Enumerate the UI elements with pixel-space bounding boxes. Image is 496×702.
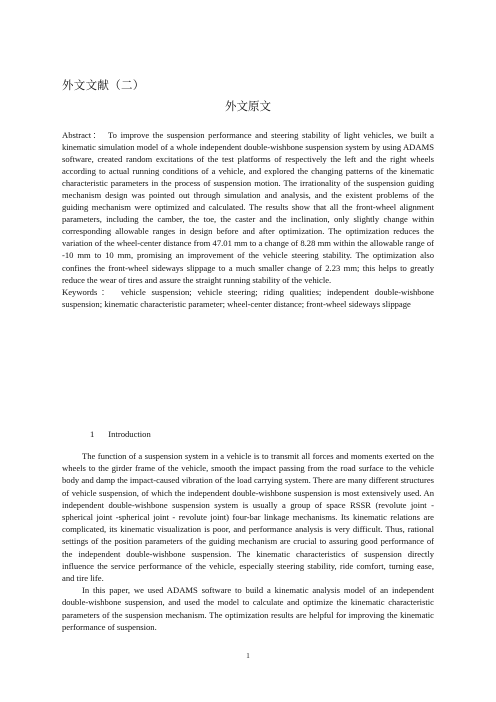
keywords-text: vehicle suspension; vehicle steering; riding qualities; independent double-wishbone suspension; kinematic characteristic parameter; wheel-center distance; front-wheel sideways slippage xyxy=(62,286,434,309)
keywords-line xyxy=(62,286,434,310)
abstract-label: Abstract： xyxy=(62,130,103,140)
abstract-block xyxy=(62,129,434,310)
document-title: 外文原文 xyxy=(225,101,271,113)
page-number: 1 xyxy=(246,652,250,660)
introduction-title: Introduction xyxy=(108,429,151,439)
section-heading: 外文文献（二） xyxy=(62,80,145,92)
introduction-number: 1 xyxy=(90,429,95,439)
paragraph: The function of a suspension system in a vehicle is to transmit all forces and moments exerted on the wheels to the girder frame of the vehicle, smooth the impact passing from the road surface to the vehicle body and damp the impact-caused vibration of the load carrying system. There are many different structures of vehicle suspension, of which the independent double-wishbone suspension is most extensively used. An independent double-wishbone suspension system is usually a group of space RSSR (revolute joint - spherical joint -spherical joint - revolute joint) four-bar linkage mechanisms. Its kinematic relations are complicated, its kinematic visualization is poor, and performance analysis is very difficult. Thus, rational settings of the position parameters of the guiding mechanism are crucial to assuring good performance of the independent double-wishbone suspension. The kinematic characteristics of suspension directly influence the service performance of the vehicle, especially steering stability, ride comfort, turning ease, and tire life. xyxy=(62,451,434,584)
paragraph: In this paper, we used ADAMS software to build a kinematic analysis model of an independent double-wishbone suspension, and used the model to calculate and optimize the kinematic characteristic parameters of the suspension mechanism. The optimization results are helpful for improving the kinematic performance of suspension. xyxy=(62,585,434,632)
introduction-heading xyxy=(90,429,151,439)
abstract-text: To improve the suspension performance and steering stability of light vehicles, we built a kinematic simulation model of a whole independent double-wishbone suspension system by using ADAMS software, created random excitations of the test platforms of respectively the left and the right wheels according to actual running conditions of a vehicle, and explored the changing patterns of the kinematic characteristic parameters in the process of suspension motion. The irrationality of the suspension guiding mechanism design was pointed out through simulation and analysis, and the existent problems of the guiding mechanism were optimized and calculated. The results show that all the front-wheel alignment parameters, including the camber, the toe, the caster and the inclination, only slightly change within corresponding allowable ranges in design before and after optimization. The optimization reduces the variation of the wheel-center distance from 47.01 mm to a change of 8.28 mm within the allowable range of -10 mm to 10 mm, promising an improvement of the vehicle steering stability. The optimization also confines the front-wheel sideways slippage to a much smaller change of 2.23 mm; this helps to greatly reduce the wear of tires and assure the straight running stability of the vehicle. xyxy=(62,130,434,285)
introduction-body xyxy=(62,450,434,633)
keywords-label: Keywords： xyxy=(62,286,114,297)
